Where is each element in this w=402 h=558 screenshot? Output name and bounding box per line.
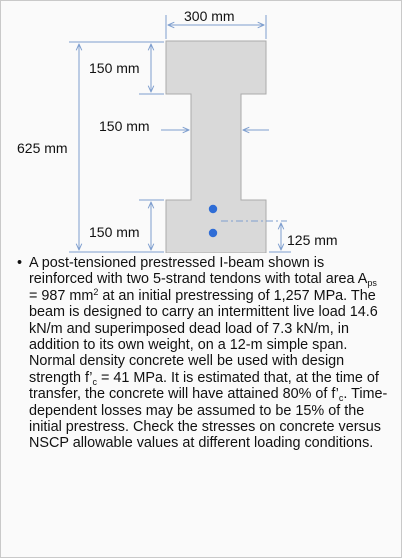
tendon-bottom: [209, 229, 217, 237]
web-width-label: 150 mm: [99, 118, 150, 134]
subscript-c-2: c: [338, 393, 344, 404]
total-depth-label: 625 mm: [17, 140, 68, 156]
problem-text-part-2: = 987 mm: [29, 287, 94, 304]
bottom-flange-label: 150 mm: [89, 224, 140, 240]
top-flange-dimension: [139, 42, 164, 94]
problem-text-part-3: at an initial prestressing of 1,257 MPa. The beam is designed to carry an intermittent live load 14.6 kN/m and superimposed dead load of 7.3 kN/m, in addition to its own weight, on a 12-m simple span. Normal density concrete well be used with design strength f’: [29, 287, 378, 386]
tendon-offset-label: 125 mm: [287, 232, 338, 248]
tendon-top: [209, 205, 217, 213]
problem-text: [29, 255, 389, 452]
problem-text-part-4: = 41 MPa. It is estimated that, at the time of transfer, the concrete will have attained 80% of f’: [29, 369, 379, 403]
bullet-marker: •: [17, 255, 23, 271]
subscript-ps: ps: [367, 278, 377, 289]
bottom-flange-dimension: [139, 200, 164, 250]
top-flange-label: 150 mm: [89, 60, 140, 76]
problem-text-part-5: . Time-dependent losses may be assumed to be 15% of the initial prestress. Check the stresses on concrete versus NSCP allowable values at different loading conditions.: [29, 386, 388, 452]
i-beam-diagram: [1, 1, 401, 253]
superscript-2: 2: [93, 286, 99, 297]
flange-width-label: 300 mm: [184, 8, 235, 24]
problem-text-part-1: A post-tensioned prestressed I-beam shown is reinforced with two 5-strand tendons with total area A: [29, 255, 368, 288]
problem-statement: [17, 255, 389, 452]
subscript-c-1: c: [92, 376, 97, 387]
